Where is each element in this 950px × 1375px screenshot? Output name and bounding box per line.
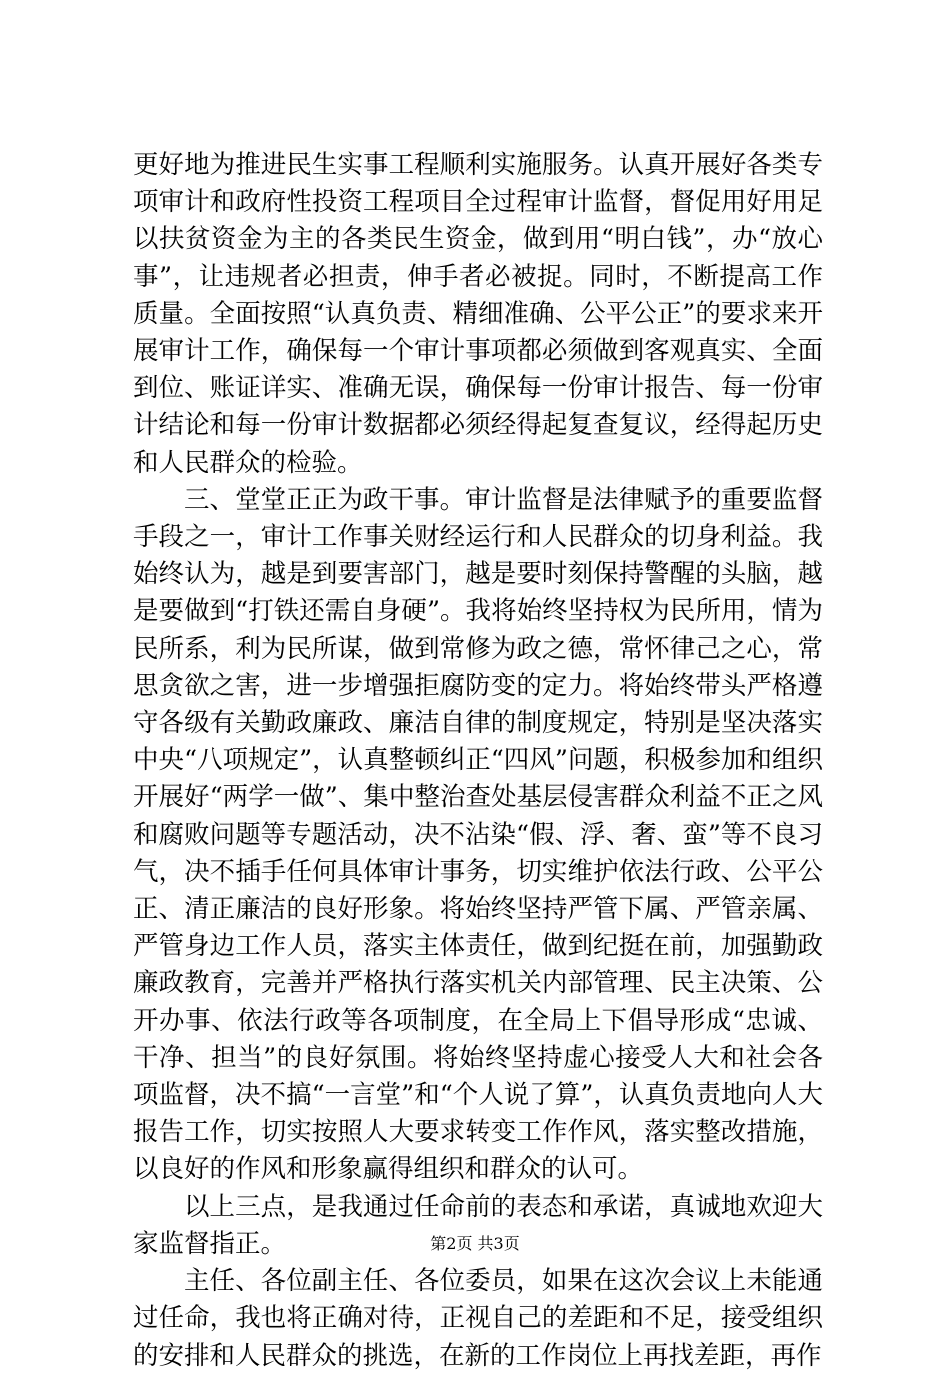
paragraph-section-three: 三、堂堂正正为政干事。审计监督是法律赋予的重要监督手段之一，审计工作事关财经运行和人民群众的切身利益。我始终认为，越是到要害部门，越是要时刻保持警醒的头脑，越是要做到“打铁还需自身硬”。我将始终坚持权为民所用，情为民所系，利为民所谋，做到常修为政之德，常怀律己之心，常思贪欲之害，进一步增强拒腐防变的定力。将始终带头严格遵守各级有关勤政廉政、廉洁自律的制度规定，特别是坚决落实中央“八项规定”，认真整顿纠正“四风”问题，积极参加和组织开展好“两学一做”、集中整治查处基层侵害群众利益不正之风和腐败问题等专题活动，决不沾染“假、浮、奢、蛮”等不良习气，决不插手任何具体审计事务，切实维护依法行政、公平公正、清正廉洁的良好形象。将始终坚持严管下属、严管亲属、严管身边工作人员，落实主体责任，做到纪挺在前，加强勤政廉政教育，完善并严格执行落实机关内部管理、民主决策、公开办事、依法行政等各项制度，在全局上下倡导形成“忠诚、干净、担当”的良好氛围。将始终坚持虚心接受人大和社会各项监督，决不搞“一言堂”和“个人说了算”，认真负责地向人大报告工作，切实按照人大要求转变工作作风，落实整改措施，以良好的作风和形象赢得组织和群众的认可。 bbox=[133, 484, 823, 1185]
document-body bbox=[133, 147, 823, 1375]
paragraph-continuation: 更好地为推进民生实事工程顺利实施服务。认真开展好各类专项审计和政府性投资工程项目全过程审计监督，督促用好用足以扶贫资金为主的各类民生资金，做到用“明白钱”，办“放心事”，让违规者必担责，伸手者必被捉。同时，不断提高工作质量。全面按照“认真负责、精细准确、公平公正”的要求来开展审计工作，确保每一个审计事项都必须做到客观真实、全面到位、账证详实、准确无误，确保每一份审计报告、每一份审计结论和每一份审计数据都必须经得起复查复议，经得起历史和人民群众的检验。 bbox=[133, 150, 823, 478]
page-number-footer: 第2页 共3页 bbox=[430, 1234, 520, 1253]
paragraph-summary: 以上三点，是我通过任命前的表态和承诺，真诚地欢迎大家监督指正。 bbox=[133, 1191, 823, 1259]
paragraph-closing: 主任、各位副主任、各位委员，如果在这次会议上未能通过任命，我也将正确对待，正视自己的差距和不足，接受组织的安排和人民群众的挑选，在新的工作岗位上再找差距，再作 bbox=[133, 1266, 823, 1371]
